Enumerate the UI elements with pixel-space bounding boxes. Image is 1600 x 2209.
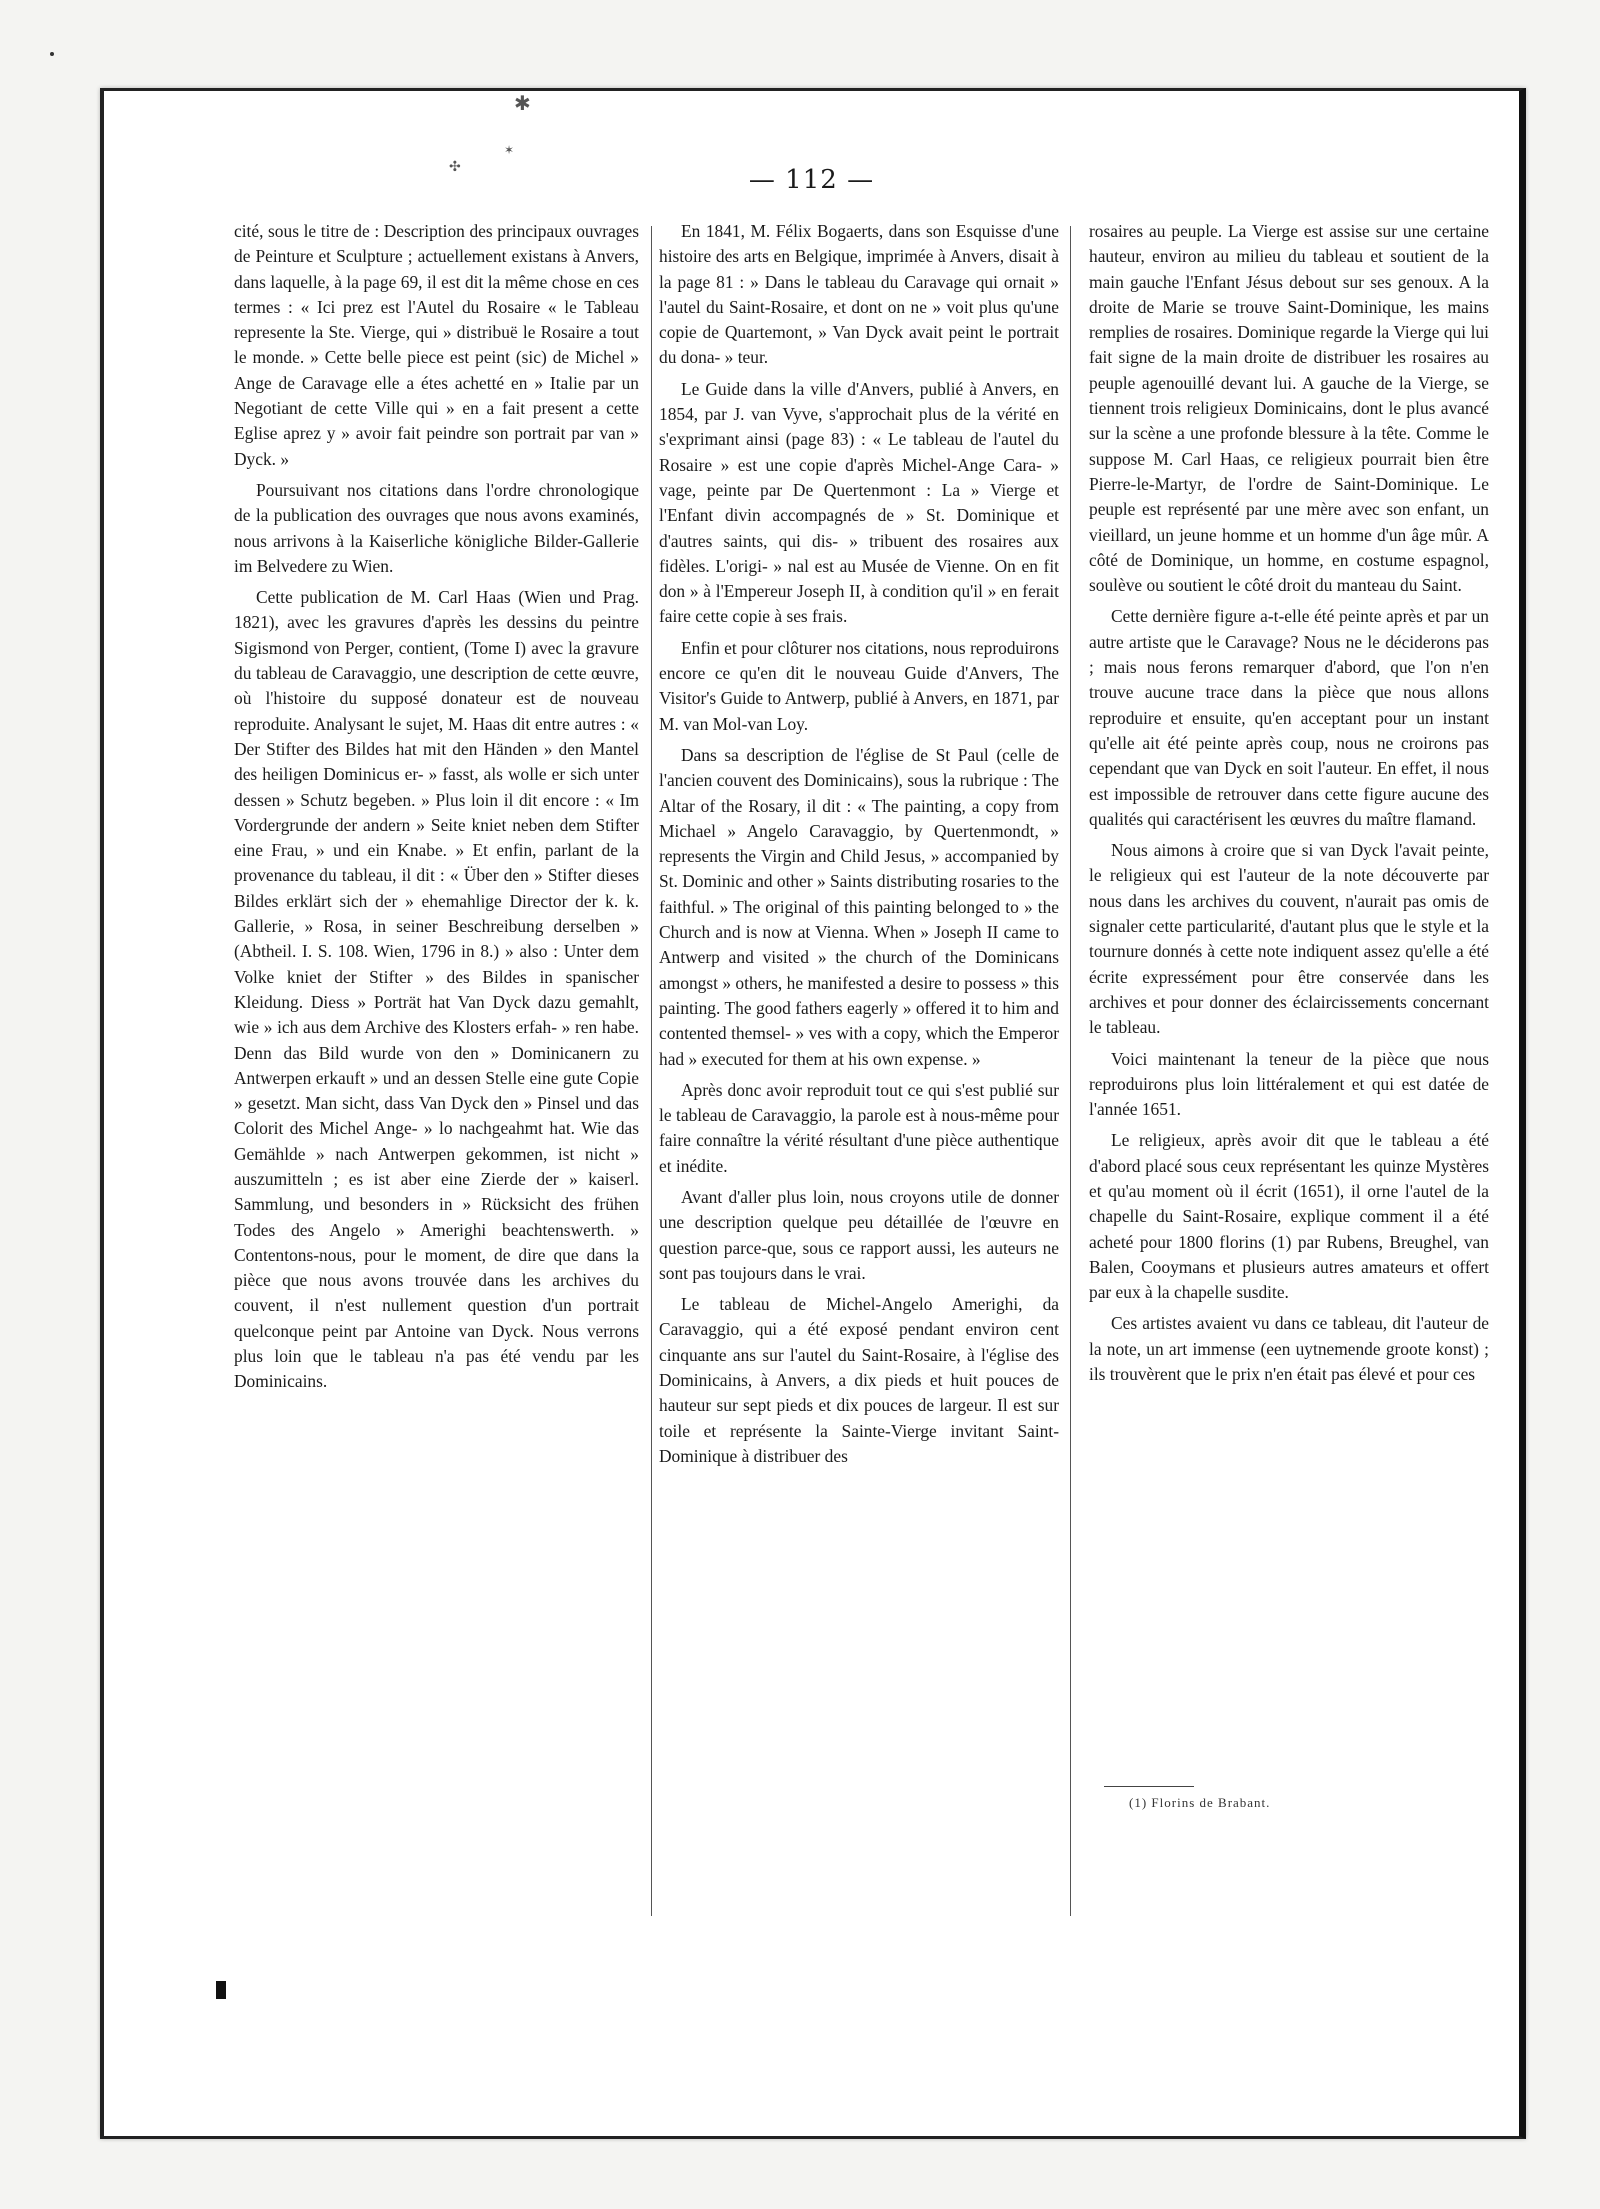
footnote: (1) Florins de Brabant. <box>1129 1795 1271 1810</box>
paragraph: Ces artistes avaient vu dans ce tableau, dit l'auteur de la note, un art immense (een uytnemende groote konst) ; ils trouvèrent que le prix n'en était pas élevé et pour ces <box>1089 1313 1489 1385</box>
paragraph: En 1841, M. Félix Bogaerts, dans son Esquisse d'une histoire des arts en Belgique, imprimée à Anvers, disait à la page 81 : » Dans le tableau du Caravage qui ornait » l'autel du Saint-Rosaire, et dont on ne » voit plus qu'une copie de Quartemont, » Van Dyck avait peint le portrait du dona- » teur. <box>659 221 1059 368</box>
paragraph: Voici maintenant la teneur de la pièce que nous reproduirons plus loin littéralement et qui est datée de l'année 1651. <box>1089 1048 1489 1120</box>
column-divider <box>1070 226 1071 1916</box>
paragraph: Le religieux, après avoir dit que le tableau a été d'abord placé sous ceux représentant les quinze Mystères et qu'au moment où il écrit (1651), il orne l'autel de la chapelle du Saint-Rosaire, explique comment il a été acheté pour 1800 florins (1) par Rubens, Breughel, van Balen, Cooymans et plusieurs autres amateurs et offert par eux à la chapelle susdite. <box>1089 1130 1489 1303</box>
paragraph: Poursuivant nos citations dans l'ordre chronologique de la publication des ouvrages que nous avons examinés, nous arrivons à la Kaiserliche königliche Bilder-Gallerie im Belvedere zu Wien. <box>234 479 639 576</box>
page-number: — 112 — <box>748 165 875 195</box>
paragraph: Cette publication de M. Carl Haas (Wien und Prag. 1821), avec les gravures d'après les dessins du peintre Sigismond von Perger, contient, (Tome I) avec la gravure du tableau de Caravaggio, une description de cette œuvre, où l'histoire du supposé donateur est de nouveau reproduite. Analysant le sujet, M. Haas dit entre autres : « Der Stifter des Bildes hat mit den Händen » den Mantel des heiligen Dominicus er- » fasst, als wolle er sich unter dessen » Schutz begeben. » Plus loin il dit encore : « Im Vordergrunde der andern » Seite kniet neben dem Stifter eine Frau, » und ein Knabe. » Et enfin, parlant de la provenance du tableau, il dit : « Über den » Stifter dieses Bildes erklärt sich der » ehemahlige Director der k. k. Gallerie, » Rosa, in seiner Beschreibung derselben » (Abtheil. I. S. 108. Wien, 1796 in 8.) » also : Unter dem Volke kniet der Stifter » des Bildes in spanischer Kleidung. Diess » Porträt hat Van Dyck dazu gemahlt, wie » ich aus dem Archive des Klosters erfah- » ren habe. Denn das Bild wurde von den » Dominicanern zu Antwerpen erkauft » und an dessen Stelle eine gute Copie » gesetzt. Man sicht, dass Van Dyck den » Pinsel und das Colorit des Michel Ange- » lo nachgeahmt hat. Wie das Gemählde » nach Antwerpen gekommen, ist nicht » auszumitteln ; es ist aber eine Zierde der » kaiserl. Sammlung, und besonders in » Rücksicht des frühen Todes des Angelo » Amerighi beachtenswerth. » Contentons-nous, pour le moment, de dire que dans la pièce que nous avons trouvée dans les archives du couvent, il n'est nullement question d'un portrait quelconque peint par Antoine van Dyck. Nous verrons plus loin que le tableau n'a pas été vendu par les Dominicains. <box>234 587 639 1392</box>
column-divider <box>651 226 652 1916</box>
margin-mark <box>216 1981 226 1999</box>
text-column-2 <box>659 219 1059 1909</box>
ink-speck: ✶ <box>504 143 515 157</box>
paragraph: Avant d'aller plus loin, nous croyons utile de donner une description quelque peu détaillée de l'œuvre en question parce-que, sous ce rapport aussi, les auteurs ne sont pas toujours dans le vrai. <box>659 1186 1059 1283</box>
ink-speck: ✱ <box>514 91 531 115</box>
paragraph: cité, sous le titre de : Description des principaux ouvrages de Peinture et Sculpture ; actuellement existans à Anvers, dans laquelle, à la page 69, il est dit la même chose en ces termes : « Ici prez est l'Autel du Rosaire « le Tableau represente la Ste. Vierge, qui » distribuë le Rosaire a tout le monde. » Cette belle piece est peint (sic) de Michel » Ange de Caravage elle a étes achetté en » Italie par un Negotiant de cette Ville qui » en a fait present a cette Eglise aprez y » avoir fait peindre son portrait par van » Dyck. » <box>234 221 639 469</box>
scan-dot <box>50 52 54 56</box>
paragraph: Enfin et pour clôturer nos citations, nous reproduirons encore ce qu'en dit le nouveau Guide d'Anvers, The Visitor's Guide to Antwerp, publié à Anvers, en 1871, par M. van Mol-van Loy. <box>659 637 1059 734</box>
text-column-3 <box>1089 219 1489 1779</box>
paragraph: Après donc avoir reproduit tout ce qui s'est publié sur le tableau de Caravaggio, la parole est à nous-même pour faire connaître la vérité résultant d'une pièce authentique et inédite. <box>659 1079 1059 1176</box>
paragraph: Dans sa description de l'église de St Paul (celle de l'ancien couvent des Dominicains), sous la rubrique : The Altar of the Rosary, il dit : « The painting, a copy from Michael » Angelo Caravaggio, by Quertenmondt, » represents the Virgin and Child Jesus, » accompanied by St. Dominic and other » Saints distributing rosaries to the faithful. » The original of this painting belonged to » the Church and is now at Vienna. When » Joseph II came to Antwerp and visited » the church of the Dominicans amongst » others, he manifested a desire to possess » this painting. The good fathers eagerly » offered it to him and contented themsel- » ves with a copy, which the Emperor had » executed for them at his own expense. » <box>659 744 1059 1069</box>
paragraph: Cette dernière figure a-t-elle été peinte après et par un autre artiste que le Caravage? Nous ne le déciderons pas ; mais nous ferons remarquer d'abord, que l'on n'en trouve aucune trace dans la pièce que nous allons reproduire et ensuite, qu'en acceptant pour un instant qu'elle ait été peinte après coup, nous ne croirons pas cependant que van Dyck en soit l'auteur. En effet, il nous est impossible de retrouver dans cette figure aucune des qualités qui caractérisent les œuvres du maître flamand. <box>1089 606 1489 829</box>
footnote-divider <box>1104 1786 1194 1787</box>
ink-speck: ✣ <box>449 159 461 175</box>
paragraph: Le Guide dans la ville d'Anvers, publié à Anvers, en 1854, par J. van Vyve, s'approchait plus de la vérité en s'exprimant ainsi (page 83) : « Le tableau de l'autel du Rosaire » est une copie d'après Michel-Ange Cara- » vage, peinte par De Quertenmont : La » Vierge et l'Enfant divin accompagnés de » St. Dominique et d'autres saints, qui dis- » tribuent des rosaires aux fidèles. L'origi- » nal est au Musée de Vienne. On en fit don » à l'Empereur Joseph II, à condition qu'il » en ferait faire cette copie à ses frais. <box>659 378 1059 627</box>
page-scan <box>100 88 1526 2139</box>
text-column-1 <box>234 219 639 1909</box>
paragraph: Le tableau de Michel-Angelo Amerighi, da Caravaggio, qui a été exposé pendant environ cent cinquante ans sur l'autel du Saint-Rosaire, à l'église des Dominicains, à Anvers, a dix pieds et huit pouces de hauteur sur sept pieds et dix pouces de largeur. Il est sur toile et représente la Sainte-Vierge invitant Saint-Dominique à distribuer des <box>659 1294 1059 1466</box>
paragraph: Nous aimons à croire que si van Dyck l'avait peinte, le religieux qui est l'auteur de la note découverte par nous dans les archives du couvent, n'aurait pas omis de signaler cette particularité, d'autant plus que le style et la tournure donnés à cette note indiquent assez qu'elle a été écrite expressément pour être conservée dans les archives et pour donner des éclaircissements concernant le tableau. <box>1089 840 1489 1038</box>
paragraph: rosaires au peuple. La Vierge est assise sur une certaine hauteur, environ au milieu du tableau et soutient de la main gauche l'Enfant Jésus debout sur ses genoux. A la droite de Marie se trouve Saint-Dominique, les mains remplies de rosaires. Dominique regarde la Vierge qui lui fait signe de la main droite de distribuer les rosaires au peuple agenouillé devant lui. A gauche de la Vierge, se tiennent trois religieux Dominicains, dont le plus avancé sur la scène a une profonde blessure à la tête. Comme le suppose M. Carl Haas, ce religieux pourrait bien être Pierre-le-Martyr, de l'ordre de Saint-Dominique. Le peuple est représenté par une mère avec son enfant, un vieillard, un jeune homme et un homme d'un âge mûr. A côté de Dominique, un homme, en costume espagnol, soulève ou soutient le côté droit du manteau du Saint. <box>1089 221 1489 596</box>
